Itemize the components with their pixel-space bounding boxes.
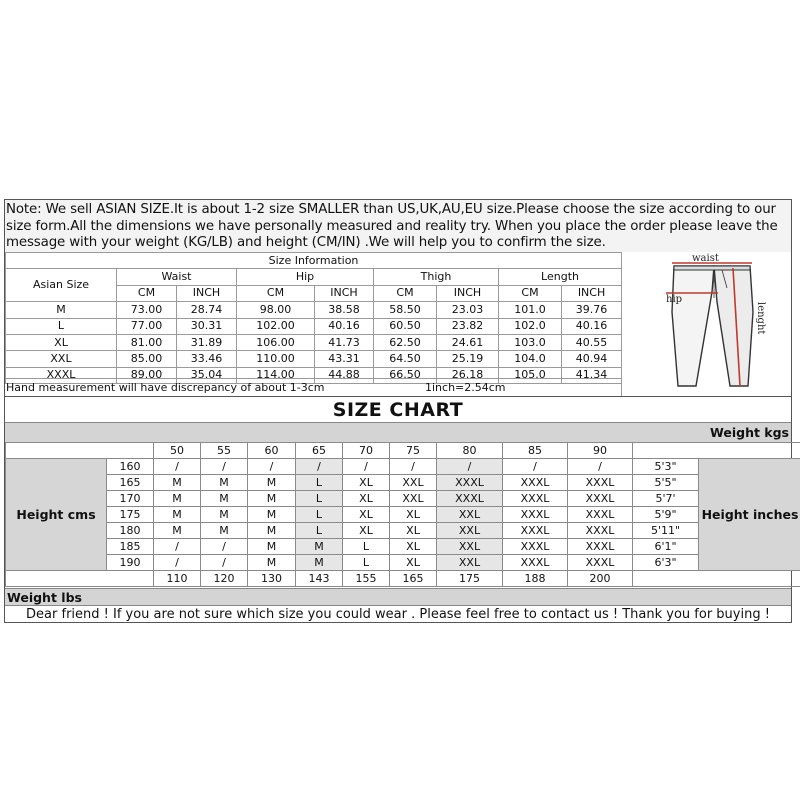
lbs-value: 143 [296, 571, 343, 587]
lbs-value: 200 [568, 571, 633, 587]
lbs-value: 188 [503, 571, 568, 587]
size-value: 40.16 [315, 318, 374, 334]
height-cm-value: 175 [107, 507, 154, 523]
recommended-size: M [154, 523, 201, 539]
height-row [6, 491, 800, 507]
recommended-size: / [568, 459, 633, 475]
recommended-size: XXXL [568, 507, 633, 523]
recommended-size: / [503, 459, 568, 475]
recommended-size: M [248, 491, 296, 507]
height-row [6, 507, 800, 523]
size-value: 43.31 [315, 351, 374, 367]
recommended-size: / [154, 539, 201, 555]
blank-cell [6, 443, 154, 459]
height-row [6, 459, 800, 475]
recommended-size: XXXL [568, 555, 633, 571]
height-cm-value: 165 [107, 475, 154, 491]
size-value: 31.89 [177, 334, 237, 350]
height-inch-value: 5'3" [633, 459, 699, 475]
size-row [6, 302, 622, 318]
kgs-value: 65 [296, 443, 343, 459]
unit-header: INCH [437, 285, 499, 301]
recommended-size: XL [343, 491, 390, 507]
recommended-size: / [154, 555, 201, 571]
height-cm-value: 180 [107, 523, 154, 539]
kgs-row [6, 443, 800, 459]
lbs-value: 110 [154, 571, 201, 587]
recommended-size: XL [343, 475, 390, 491]
recommended-size: M [296, 539, 343, 555]
size-value: 64.50 [374, 351, 437, 367]
recommended-size: M [248, 507, 296, 523]
group-header-length: Length [499, 269, 622, 285]
recommended-size: XXL [390, 491, 437, 507]
size-row [6, 351, 622, 367]
recommended-size: XXXL [503, 539, 568, 555]
recommended-size: M [154, 475, 201, 491]
size-value: 110.00 [237, 351, 315, 367]
height-inch-value: 5'5" [633, 475, 699, 491]
group-header-thigh: Thigh [374, 269, 499, 285]
height-row [6, 555, 800, 571]
size-value: 28.74 [177, 302, 237, 318]
unit-header: CM [499, 285, 562, 301]
length-label: lenght [755, 302, 766, 335]
size-information-table-wrap [5, 252, 621, 396]
size-value: 60.50 [374, 318, 437, 334]
height-cm-value: 185 [107, 539, 154, 555]
kgs-value: 90 [568, 443, 633, 459]
size-value: 41.34 [562, 367, 622, 383]
size-chart-grid [5, 442, 800, 587]
recommended-size: M [248, 539, 296, 555]
height-row [6, 523, 800, 539]
blank-cell [633, 443, 800, 459]
height-cm-value: 160 [107, 459, 154, 475]
recommended-size: XXXL [503, 475, 568, 491]
lbs-value: 130 [248, 571, 296, 587]
size-information-table [5, 252, 622, 384]
size-label: M [6, 302, 117, 318]
kgs-value: 85 [503, 443, 568, 459]
size-value: 40.55 [562, 334, 622, 350]
recommended-size: XXL [437, 539, 503, 555]
size-value: 66.50 [374, 367, 437, 383]
size-label: XXXL [6, 367, 117, 383]
kgs-value: 60 [248, 443, 296, 459]
recommended-size: / [390, 459, 437, 475]
recommended-size: M [201, 523, 248, 539]
recommended-size: / [437, 459, 503, 475]
height-cm-value: 170 [107, 491, 154, 507]
size-value: 102.00 [237, 318, 315, 334]
size-label: XL [6, 334, 117, 350]
size-row [6, 318, 622, 334]
recommended-size: XXL [437, 507, 503, 523]
size-value: 26.18 [437, 367, 499, 383]
recommended-size: XXXL [568, 523, 633, 539]
size-value: 98.00 [237, 302, 315, 318]
size-value: 38.58 [315, 302, 374, 318]
size-value: 40.94 [562, 351, 622, 367]
size-value: 81.00 [117, 334, 177, 350]
size-value: 62.50 [374, 334, 437, 350]
lbs-value: 175 [437, 571, 503, 587]
recommended-size: M [201, 475, 248, 491]
hip-label: hip [666, 294, 683, 305]
recommended-size: / [248, 459, 296, 475]
recommended-size: XXXL [568, 539, 633, 555]
height-cms-label: Height cms [6, 459, 107, 571]
recommended-size: M [248, 555, 296, 571]
recommended-size: XXXL [568, 491, 633, 507]
inch-conversion-note: 1inch=2.54cm [425, 381, 506, 394]
recommended-size: L [343, 555, 390, 571]
recommended-size: XL [390, 507, 437, 523]
size-guide-panel [4, 199, 799, 623]
size-value: 77.00 [117, 318, 177, 334]
kgs-value: 55 [201, 443, 248, 459]
recommended-size: XXXL [437, 475, 503, 491]
kgs-value: 80 [437, 443, 503, 459]
size-value: 89.00 [117, 367, 177, 383]
unit-header: INCH [177, 285, 237, 301]
height-inch-value: 6'3" [633, 555, 699, 571]
pants-measurement-diagram [621, 252, 791, 396]
weight-kgs-band: Weight kgs [5, 422, 791, 442]
size-value: 114.00 [237, 367, 315, 383]
blank-cell [6, 571, 154, 587]
height-inch-value: 6'1" [633, 539, 699, 555]
recommended-size: XXXL [503, 507, 568, 523]
waist-label: waist [692, 253, 719, 264]
size-value: 39.76 [562, 302, 622, 318]
group-header-hip: Hip [237, 269, 374, 285]
recommended-size: / [343, 459, 390, 475]
recommended-size: XL [390, 523, 437, 539]
recommended-size: XXXL [503, 555, 568, 571]
recommended-size: XXXL [503, 523, 568, 539]
recommended-size: XXXL [437, 491, 503, 507]
size-value: 102.0 [499, 318, 562, 334]
recommended-size: L [296, 507, 343, 523]
group-header-waist: Waist [117, 269, 237, 285]
size-chart-grid-wrap [5, 442, 799, 587]
height-row [6, 539, 800, 555]
recommended-size: M [154, 507, 201, 523]
unit-header: CM [374, 285, 437, 301]
unit-header: CM [117, 285, 177, 301]
height-inches-label: Height inches [699, 459, 800, 571]
recommended-size: / [296, 459, 343, 475]
recommended-size: L [296, 523, 343, 539]
measurement-notes [5, 378, 621, 396]
recommended-size: XXL [390, 475, 437, 491]
recommended-size: XL [343, 523, 390, 539]
size-value: 104.0 [499, 351, 562, 367]
size-value: 35.04 [177, 367, 237, 383]
height-cm-value: 190 [107, 555, 154, 571]
size-value: 44.88 [315, 367, 374, 383]
size-value: 23.82 [437, 318, 499, 334]
kgs-value: 70 [343, 443, 390, 459]
recommended-size: XL [390, 539, 437, 555]
recommended-size: L [296, 491, 343, 507]
recommended-size: XXXL [568, 475, 633, 491]
recommended-size: M [248, 475, 296, 491]
lbs-value: 165 [390, 571, 437, 587]
unit-header: INCH [315, 285, 374, 301]
recommended-size: / [201, 459, 248, 475]
blank-cell [633, 571, 800, 587]
recommended-size: L [343, 539, 390, 555]
size-value: 24.61 [437, 334, 499, 350]
recommended-size: M [201, 507, 248, 523]
size-value: 58.50 [374, 302, 437, 318]
size-row [6, 334, 622, 350]
recommended-size: M [296, 555, 343, 571]
lbs-value: 120 [201, 571, 248, 587]
lbs-value: 155 [343, 571, 390, 587]
height-inch-value: 5'11" [633, 523, 699, 539]
pants-illustration [622, 252, 792, 396]
size-value: 103.0 [499, 334, 562, 350]
size-value: 105.0 [499, 367, 562, 383]
size-chart-title: SIZE CHART [5, 396, 791, 422]
size-value: 85.00 [117, 351, 177, 367]
height-row [6, 475, 800, 491]
size-value: 106.00 [237, 334, 315, 350]
recommended-size: XL [343, 507, 390, 523]
unit-header: INCH [562, 285, 622, 301]
size-value: 30.31 [177, 318, 237, 334]
recommended-size: XXL [437, 523, 503, 539]
height-inch-value: 5'9" [633, 507, 699, 523]
recommended-size: L [296, 475, 343, 491]
recommended-size: M [248, 523, 296, 539]
unit-header: CM [237, 285, 315, 301]
recommended-size: / [154, 459, 201, 475]
size-value: 40.16 [562, 318, 622, 334]
asian-size-note: Note: We sell ASIAN SIZE.It is about 1-2 size SMALLER than US,UK,AU,EU size.Please choose the size according to our size form.All the dimensions we have personally measured and reality try. When you place the order please leave the message with your weight (KG/LB) and height (CM/IN) .We will help you to confirm the size. [5, 200, 791, 252]
size-value: 25.19 [437, 351, 499, 367]
recommended-size: XXXL [503, 491, 568, 507]
recommended-size: / [201, 555, 248, 571]
recommended-size: M [154, 491, 201, 507]
size-label: XXL [6, 351, 117, 367]
contact-message: Dear friend ! If you are not sure which size you could wear . Please feel free to contact us ! Thank you for buying ! [5, 605, 791, 622]
recommended-size: XXL [437, 555, 503, 571]
height-inch-value: 5'7' [633, 491, 699, 507]
size-value: 23.03 [437, 302, 499, 318]
size-label: L [6, 318, 117, 334]
weight-lbs-band: Weight lbs [5, 588, 791, 605]
size-value: 73.00 [117, 302, 177, 318]
hand-measurement-note: Hand measurement will have discrepancy of about 1-3cm [6, 381, 325, 394]
size-value: 101.0 [499, 302, 562, 318]
size-value: 33.46 [177, 351, 237, 367]
size-value: 41.73 [315, 334, 374, 350]
asian-size-header: Asian Size [6, 269, 117, 302]
kgs-value: 75 [390, 443, 437, 459]
recommended-size: XL [390, 555, 437, 571]
recommended-size: / [201, 539, 248, 555]
size-information-title: Size Information [6, 253, 622, 269]
recommended-size: M [201, 491, 248, 507]
lbs-row [6, 571, 800, 587]
kgs-value: 50 [154, 443, 201, 459]
